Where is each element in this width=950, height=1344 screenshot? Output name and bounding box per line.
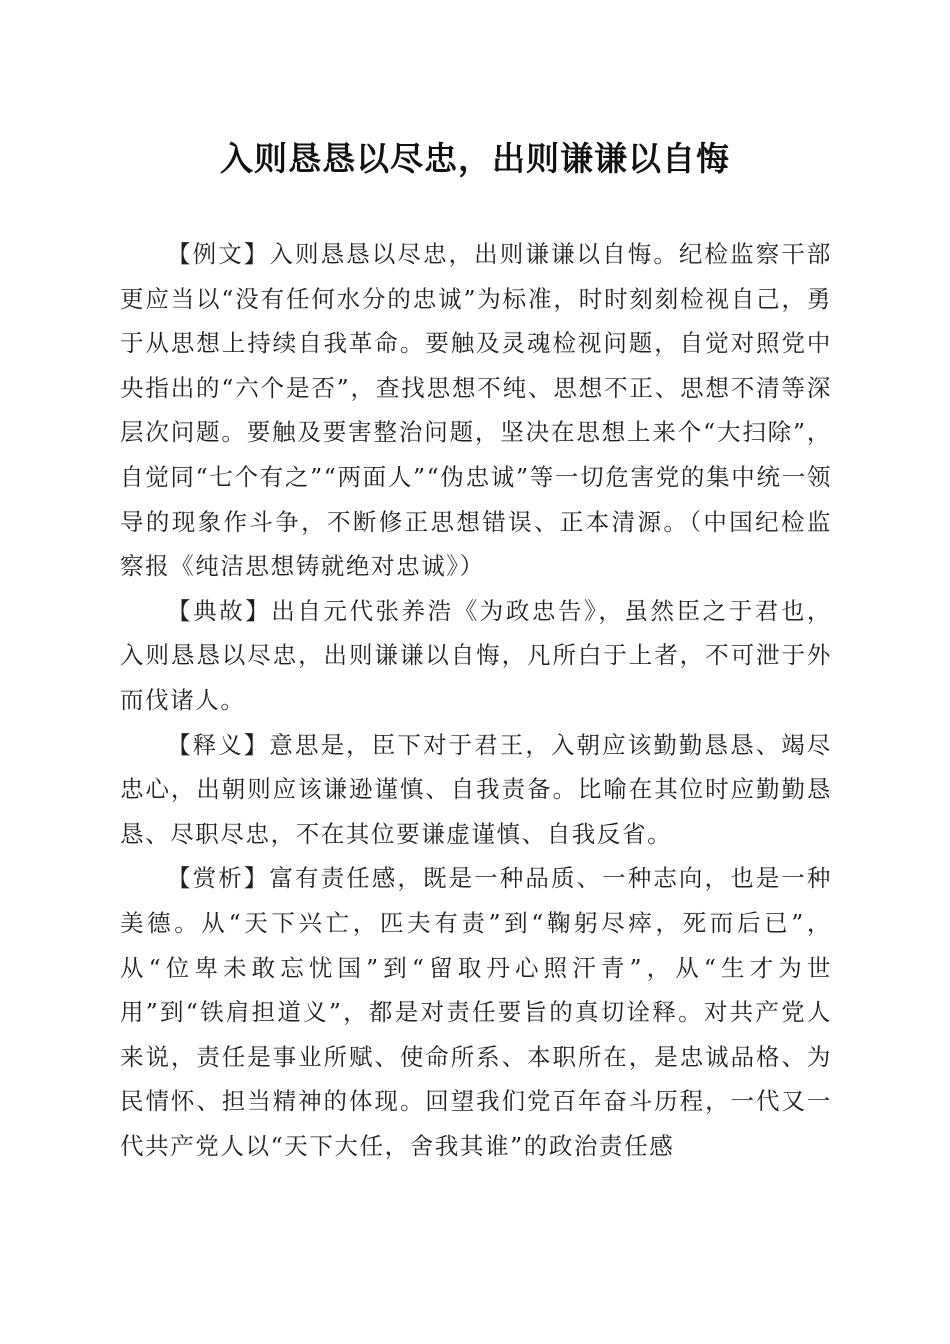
document-body [120, 232, 832, 1168]
paragraph-text-meaning: 意思是，臣下对于君王，入朝应该勤勤恳恳、竭尽忠心，出朝则应该谦逊谨慎、自我责备。比喻在其位时应勤勤恳恳、尽职尽忠，不在其位要谦虚谨慎、自我反省。 [120, 730, 832, 848]
paragraph-allusion [120, 589, 832, 723]
paragraph-tag-allusion: 【典故】 [167, 596, 272, 625]
paragraph-text-appreciation: 富有责任感，既是一种品质、一种志向，也是一种美德。从“天下兴亡，匹夫有责”到“鞠躬尽瘁，死而后已”，从“位卑未敢忘忧国”到“留取丹心照汗青”，从“生才为世用”到“铁肩担道义”，都是对责任要旨的真切诠释。对共产党人来说，责任是事业所赋、使命所系、本职所在，是忠诚品格、为民情怀、担当精神的体现。回望我们党百年奋斗历程，一代又一代共产党人以“天下大任，舍我其谁”的政治责任感 [120, 864, 832, 1160]
paragraph-example [120, 232, 832, 589]
paragraph-meaning [120, 723, 832, 857]
paragraph-text-allusion: 出自元代张养浩《为政忠告》，虽然臣之于君也，入则恳恳以尽忠，出则谦谦以自悔，凡所白于上者，不可泄于外而伐诸人。 [120, 596, 832, 714]
paragraph-appreciation [120, 856, 832, 1168]
paragraph-tag-appreciation: 【赏析】 [167, 864, 270, 893]
paragraph-tag-example: 【例文】 [167, 240, 270, 268]
paragraph-tag-meaning: 【释义】 [167, 730, 270, 759]
document-title: 入则恳恳以尽忠，出则谦谦以自悔 [220, 139, 730, 178]
paragraph-text-example: 入则恳恳以尽忠，出则谦谦以自悔。纪检监察干部更应当以“没有任何水分的忠诚”为标准，时时刻刻检视自己，勇于从思想上持续自我革命。要触及灵魂检视问题，自觉对照党中央指出的“六个是否”，查找思想不纯、思想不正、思想不清等深层次问题。要触及要害整治问题，坚决在思想上来个“大扫除”，自觉同“七个有之”“两面人”“伪忠诚”等一切危害党的集中统一领导的现象作斗争，不断修正思想错误、正本清源。（中国纪检监察报《纯洁思想铸就绝对忠诚》） [120, 240, 832, 581]
